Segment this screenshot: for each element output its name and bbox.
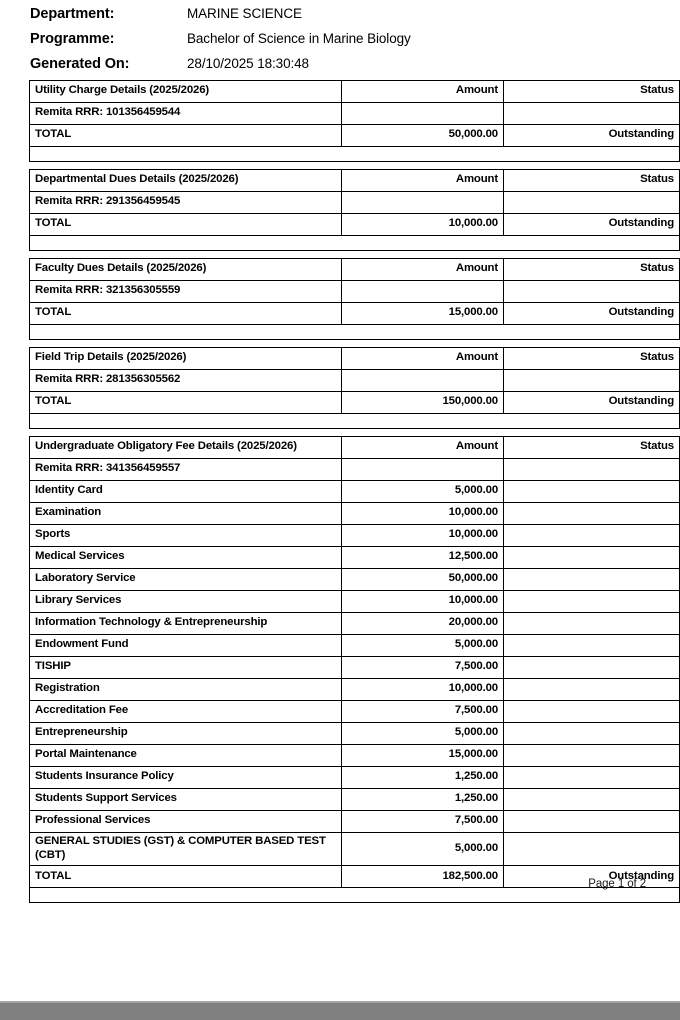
fee-item-row: [30, 833, 680, 866]
fee-item-amount: 10,000.00: [342, 525, 504, 547]
section-title: Utility Charge Details (2025/2026): [30, 81, 342, 103]
fee-item-row: [30, 503, 680, 525]
fee-item-row: [30, 547, 680, 569]
fee-item-status: [504, 833, 680, 866]
remita-rrr-amount-blank: [342, 192, 504, 214]
fee-item-amount: 10,000.00: [342, 679, 504, 701]
column-header-status: Status: [504, 170, 680, 192]
fee-item-status: [504, 525, 680, 547]
section-total-row: [30, 392, 680, 414]
section-spacer-row: [30, 888, 680, 903]
remita-rrr-value: Remita RRR: 281356305562: [30, 370, 342, 392]
fee-item-row: [30, 789, 680, 811]
section-header-row: [30, 348, 680, 370]
column-header-amount: Amount: [342, 259, 504, 281]
fee-item-name: Portal Maintenance: [30, 745, 342, 767]
section-spacer-row: [30, 325, 680, 340]
fee-item-row: [30, 701, 680, 723]
section-gap: [29, 429, 646, 436]
fee-item-status: [504, 591, 680, 613]
section-total-row: [30, 303, 680, 325]
fee-item-amount: 12,500.00: [342, 547, 504, 569]
total-amount: 15,000.00: [342, 303, 504, 325]
section-header-row: [30, 81, 680, 103]
fee-item-row: [30, 745, 680, 767]
fee-item-amount: 15,000.00: [342, 745, 504, 767]
fee-item-status: [504, 481, 680, 503]
total-status: Outstanding: [504, 125, 680, 147]
remita-rrr-row: [30, 459, 680, 481]
fee-item-name: Registration: [30, 679, 342, 701]
total-label: TOTAL: [30, 303, 342, 325]
fee-item-amount: 5,000.00: [342, 723, 504, 745]
section-title: Departmental Dues Details (2025/2026): [30, 170, 342, 192]
fee-item-status: [504, 569, 680, 591]
section-title: Field Trip Details (2025/2026): [30, 348, 342, 370]
fee-item-name: Entrepreneurship: [30, 723, 342, 745]
fee-item-row: [30, 767, 680, 789]
section-spacer-cell: [30, 236, 680, 251]
remita-rrr-status-blank: [504, 192, 680, 214]
column-header-amount: Amount: [342, 81, 504, 103]
remita-rrr-value: Remita RRR: 101356459544: [30, 103, 342, 125]
fee-item-row: [30, 635, 680, 657]
fee-item-status: [504, 547, 680, 569]
programme-value: Bachelor of Science in Marine Biology: [187, 31, 411, 46]
column-header-status: Status: [504, 437, 680, 459]
fee-item-status: [504, 767, 680, 789]
remita-rrr-amount-blank: [342, 459, 504, 481]
fee-item-amount: 10,000.00: [342, 591, 504, 613]
section-spacer-cell: [30, 888, 680, 903]
remita-rrr-status-blank: [504, 103, 680, 125]
fee-item-amount: 1,250.00: [342, 767, 504, 789]
fee-item-amount: 7,500.00: [342, 657, 504, 679]
fee-item-amount: 5,000.00: [342, 481, 504, 503]
fee-item-status: [504, 657, 680, 679]
document-header: [0, 0, 680, 81]
section-header-row: [30, 437, 680, 459]
fee-section-table: [29, 169, 680, 251]
section-spacer-cell: [30, 414, 680, 429]
generated-on-label: Generated On:: [30, 56, 130, 72]
total-status: Outstanding: [504, 866, 680, 888]
fee-item-name: Students Support Services: [30, 789, 342, 811]
fee-item-row: [30, 591, 680, 613]
fee-item-name: Identity Card: [30, 481, 342, 503]
fee-section-table: [29, 80, 680, 162]
page-indicator: Page 1 of 2: [588, 878, 646, 890]
section-gap: [29, 251, 646, 258]
total-label: TOTAL: [30, 392, 342, 414]
remita-rrr-row: [30, 281, 680, 303]
fee-item-row: [30, 679, 680, 701]
section-header-row: [30, 170, 680, 192]
section-spacer-row: [30, 147, 680, 162]
bottom-chrome-bar: [0, 1001, 680, 1020]
section-gap: [29, 162, 646, 169]
section-title: Faculty Dues Details (2025/2026): [30, 259, 342, 281]
fee-item-amount: 20,000.00: [342, 613, 504, 635]
fee-item-status: [504, 701, 680, 723]
remita-rrr-row: [30, 192, 680, 214]
meta-row-department: [30, 6, 680, 31]
remita-rrr-value: Remita RRR: 341356459557: [30, 459, 342, 481]
section-spacer-row: [30, 414, 680, 429]
fee-item-row: [30, 723, 680, 745]
section-spacer-cell: [30, 147, 680, 162]
column-header-status: Status: [504, 81, 680, 103]
generated-on-value: 28/10/2025 18:30:48: [187, 56, 309, 71]
column-header-amount: Amount: [342, 348, 504, 370]
fee-item-name: Students Insurance Policy: [30, 767, 342, 789]
total-label: TOTAL: [30, 214, 342, 236]
total-amount: 150,000.00: [342, 392, 504, 414]
fee-item-row: [30, 525, 680, 547]
section-title: Undergraduate Obligatory Fee Details (2025/2026): [30, 437, 342, 459]
remita-rrr-row: [30, 103, 680, 125]
fee-item-status: [504, 503, 680, 525]
meta-row-programme: [30, 31, 680, 56]
fee-item-status: [504, 745, 680, 767]
remita-rrr-status-blank: [504, 370, 680, 392]
fee-item-name: Examination: [30, 503, 342, 525]
column-header-status: Status: [504, 259, 680, 281]
fee-item-status: [504, 679, 680, 701]
section-spacer-row: [30, 236, 680, 251]
fee-item-amount: 10,000.00: [342, 503, 504, 525]
fee-item-status: [504, 811, 680, 833]
column-header-amount: Amount: [342, 170, 504, 192]
fee-item-status: [504, 613, 680, 635]
section-total-row: [30, 125, 680, 147]
total-amount: 10,000.00: [342, 214, 504, 236]
fee-item-row: [30, 481, 680, 503]
fee-item-amount: 7,500.00: [342, 701, 504, 723]
remita-rrr-value: Remita RRR: 321356305559: [30, 281, 342, 303]
total-label: TOTAL: [30, 866, 342, 888]
section-spacer-cell: [30, 325, 680, 340]
remita-rrr-amount-blank: [342, 281, 504, 303]
fee-item-row: [30, 657, 680, 679]
remita-rrr-amount-blank: [342, 370, 504, 392]
fee-item-name: Library Services: [30, 591, 342, 613]
remita-rrr-row: [30, 370, 680, 392]
remita-rrr-value: Remita RRR: 291356459545: [30, 192, 342, 214]
fee-section-table: [29, 347, 680, 429]
programme-label: Programme:: [30, 31, 115, 47]
fee-item-amount: 1,250.00: [342, 789, 504, 811]
fee-item-name: Endowment Fund: [30, 635, 342, 657]
fee-item-amount: 5,000.00: [342, 635, 504, 657]
column-header-amount: Amount: [342, 437, 504, 459]
column-header-status: Status: [504, 348, 680, 370]
fee-section-table: [29, 436, 680, 903]
meta-row-generated-on: [30, 56, 680, 81]
remita-rrr-status-blank: [504, 281, 680, 303]
section-gap: [29, 340, 646, 347]
fee-item-name: Medical Services: [30, 547, 342, 569]
fee-item-amount: 7,500.00: [342, 811, 504, 833]
fee-item-name: Sports: [30, 525, 342, 547]
remita-rrr-amount-blank: [342, 103, 504, 125]
fee-sections: [29, 80, 674, 903]
fee-item-status: [504, 635, 680, 657]
fee-item-amount: 50,000.00: [342, 569, 504, 591]
total-label: TOTAL: [30, 125, 342, 147]
department-value: MARINE SCIENCE: [187, 6, 302, 21]
total-amount: 50,000.00: [342, 125, 504, 147]
section-header-row: [30, 259, 680, 281]
fee-item-row: [30, 569, 680, 591]
fee-item-status: [504, 789, 680, 811]
total-amount: 182,500.00: [342, 866, 504, 888]
total-status: Outstanding: [504, 214, 680, 236]
fee-section-table: [29, 258, 680, 340]
fee-item-name: TISHIP: [30, 657, 342, 679]
fee-item-name: Information Technology & Entrepreneurship: [30, 613, 342, 635]
total-status: Outstanding: [504, 303, 680, 325]
fee-item-row: [30, 811, 680, 833]
total-status: Outstanding: [504, 392, 680, 414]
fee-item-name: GENERAL STUDIES (GST) & COMPUTER BASED TEST (CBT): [30, 833, 342, 866]
fee-item-amount: 5,000.00: [342, 833, 504, 866]
fee-item-name: Laboratory Service: [30, 569, 342, 591]
fee-item-name: Professional Services: [30, 811, 342, 833]
department-label: Department:: [30, 6, 115, 22]
fee-item-name: Accreditation Fee: [30, 701, 342, 723]
section-total-row: [30, 214, 680, 236]
remita-rrr-status-blank: [504, 459, 680, 481]
fee-item-row: [30, 613, 680, 635]
fee-item-status: [504, 723, 680, 745]
